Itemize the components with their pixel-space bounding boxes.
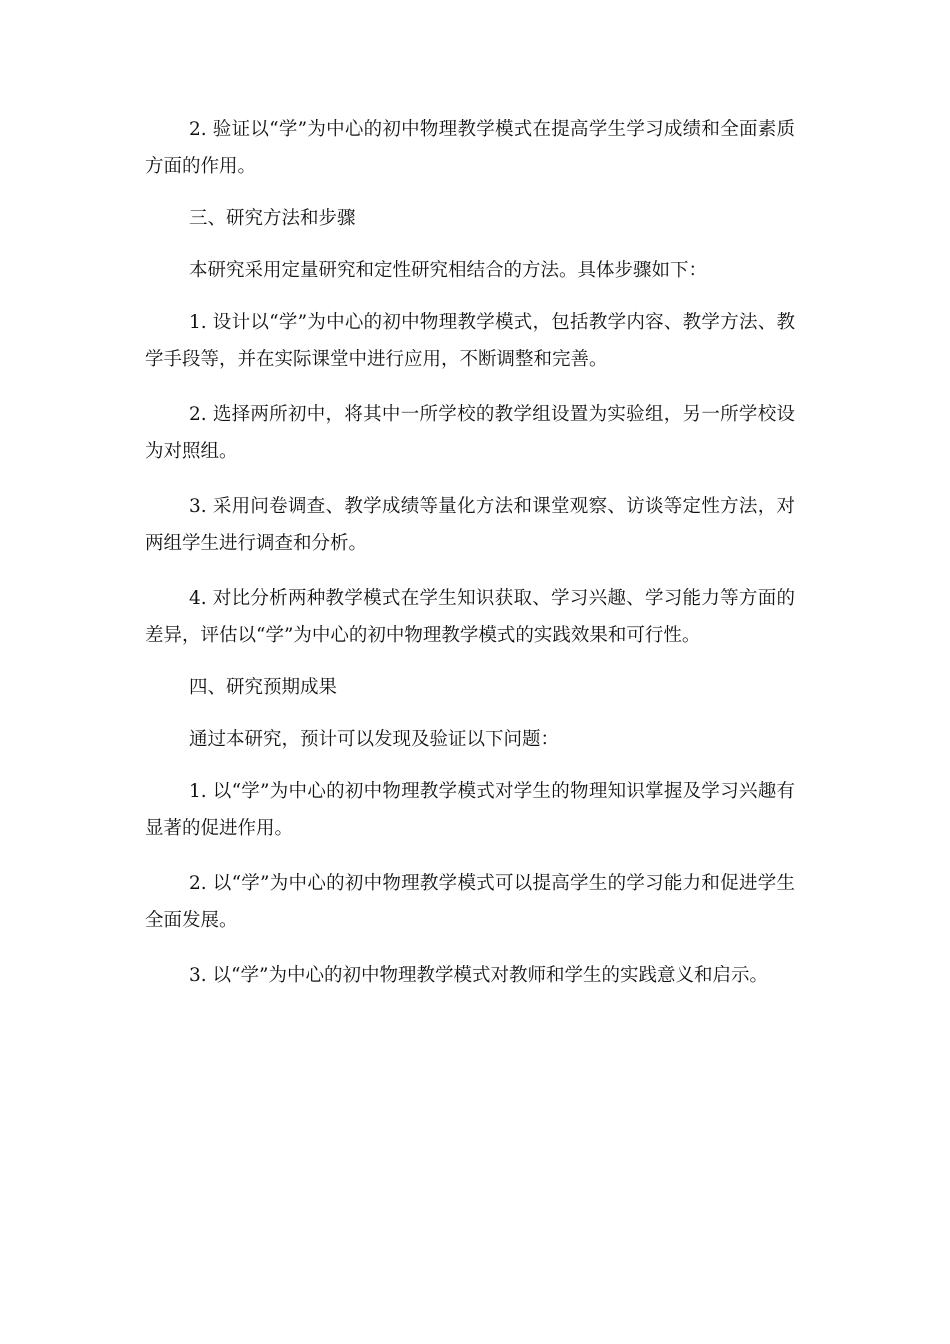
paragraph-results-intro: 通过本研究，预计可以发现及验证以下问题： bbox=[189, 729, 560, 750]
paragraph-step-2: 2. 选择两所初中，将其中一所学校的教学组设置为实验组，另一所学校设为对照组。 bbox=[145, 404, 795, 462]
paragraph-result-3: 3. 以“学”为中心的初中物理教学模式对教师和学生的实践意义和启示。 bbox=[189, 965, 768, 986]
paragraph-step-4: 4. 对比分析两种教学模式在学生知识获取、学习兴趣、学习能力等方面的差异，评估以“学”为中心的初中物理教学模式的实践效果和可行性。 bbox=[145, 588, 795, 646]
paragraph-result-2: 2. 以“学”为中心的初中物理教学模式可以提高学生的学习能力和促进学生全面发展。 bbox=[145, 873, 795, 931]
paragraph-step-3: 3. 采用问卷调查、教学成绩等量化方法和课堂观察、访谈等定性方法，对两组学生进行调查和分析。 bbox=[145, 496, 795, 554]
section-heading-expected-results: 四、研究预期成果 bbox=[189, 677, 338, 698]
document-body bbox=[145, 111, 795, 994]
paragraph-objective-2: 2. 验证以“学”为中心的初中物理教学模式在提高学生学习成绩和全面素质方面的作用。 bbox=[145, 119, 795, 177]
paragraph-step-1: 1. 设计以“学”为中心的初中物理教学模式，包括教学内容、教学方法、教学手段等，并在实际课堂中进行应用，不断调整和完善。 bbox=[145, 312, 795, 370]
section-heading-methods: 三、研究方法和步骤 bbox=[189, 208, 356, 229]
paragraph-methods-intro: 本研究采用定量研究和定性研究相结合的方法。具体步骤如下： bbox=[189, 260, 708, 281]
paragraph-result-1: 1. 以“学”为中心的初中物理教学模式对学生的物理知识掌握及学习兴趣有显著的促进作用。 bbox=[145, 781, 795, 839]
